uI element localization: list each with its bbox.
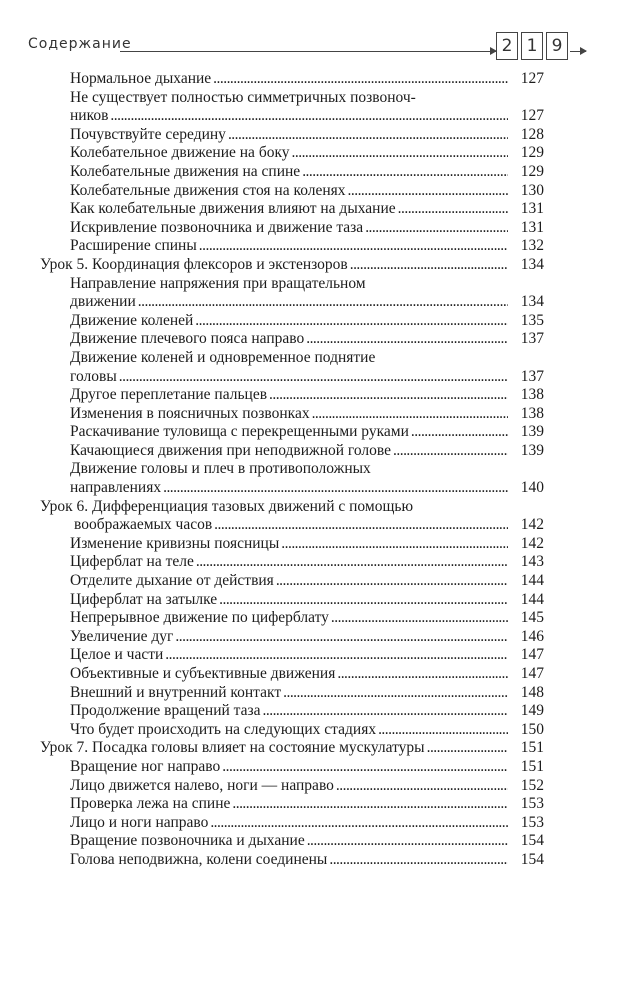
toc-entry-title: Изменение кривизны поясницы	[70, 534, 280, 552]
toc-page-number: 154	[520, 850, 544, 868]
dot-leader	[306, 330, 508, 349]
dot-leader	[199, 237, 508, 256]
toc-page-number: 137	[520, 330, 544, 348]
dot-leader	[269, 386, 508, 405]
toc-entry	[40, 609, 544, 628]
toc-page-number: 138	[520, 404, 544, 422]
toc-entry-title: Лицо и ноги направо	[70, 813, 209, 831]
toc-entry	[40, 814, 544, 833]
toc-page-number: 148	[520, 683, 544, 701]
toc-entry-title: Отделите дыхание от действия	[70, 572, 274, 590]
toc-entry	[40, 182, 544, 201]
dot-leader	[365, 219, 508, 238]
toc-page-number: 149	[520, 702, 544, 720]
toc-entry	[40, 312, 544, 331]
toc-page-number: 143	[520, 553, 544, 571]
toc-entry	[40, 646, 544, 665]
toc-entry-title: Расширение спины	[70, 237, 197, 255]
toc-page-number: 140	[520, 479, 544, 497]
toc-page-number: 145	[520, 609, 544, 627]
toc-page-number: 128	[520, 125, 544, 143]
dot-leader	[411, 423, 508, 442]
toc-page-number: 142	[520, 534, 544, 552]
toc-entry-title: головы	[70, 367, 117, 385]
toc-entry	[40, 89, 544, 126]
toc-page-number: 134	[520, 293, 544, 311]
toc-entry	[40, 349, 544, 386]
toc-page-number: 151	[520, 739, 544, 757]
dot-leader	[348, 182, 508, 201]
dot-leader	[165, 646, 508, 665]
page-digit: 1	[521, 32, 543, 60]
toc-page-number: 147	[520, 646, 544, 664]
toc-entry	[40, 572, 544, 591]
toc-chapter	[40, 256, 544, 275]
toc-entry-title: движении	[70, 293, 136, 311]
toc-entry-title: Качающиеся движения при неподвижной голове	[70, 441, 392, 459]
toc-entry	[40, 330, 544, 349]
toc-chapter	[40, 739, 544, 758]
page-digit: 9	[546, 32, 568, 60]
toc-entry	[40, 702, 544, 721]
toc-entry-title: Раскачивание туловища с перекрещенными руками	[70, 423, 409, 441]
toc-entry	[40, 758, 544, 777]
toc-entry-title: Что будет происходить на следующих стадиях	[70, 720, 377, 738]
running-header	[28, 30, 586, 66]
toc-page-number: 146	[520, 627, 544, 645]
toc-entry	[40, 684, 544, 703]
toc-page-number: 134	[520, 255, 544, 273]
dot-leader	[138, 293, 508, 312]
toc-entry-title: Изменения в поясничных позвонках	[70, 404, 310, 422]
toc-entry	[40, 423, 544, 442]
toc-entry	[40, 70, 544, 89]
toc-entry-title: Проверка лежа на спине	[70, 795, 231, 813]
dot-leader	[219, 591, 508, 610]
toc-entry	[40, 460, 544, 497]
toc-entry-title: Внешний и внутренний контакт	[70, 683, 282, 701]
toc-entry-title: Колебательное движение на боку	[70, 144, 290, 162]
toc-entry	[40, 237, 544, 256]
toc-entry	[40, 795, 544, 814]
toc-chapter	[40, 498, 544, 535]
toc-page-number: 150	[520, 720, 544, 738]
toc-entry	[40, 777, 544, 796]
toc-entry-title: Как колебательные движения влияют на дыхание	[70, 200, 396, 218]
toc-entry-title: Движение коленей	[70, 311, 194, 329]
toc-page-number: 144	[520, 572, 544, 590]
dot-leader	[228, 126, 508, 145]
toc-page-number: 144	[520, 590, 544, 608]
toc-entry-title: направлениях	[70, 479, 162, 497]
dot-leader	[214, 516, 508, 535]
toc-entry-title: Лицо движется налево, ноги — направо	[70, 776, 334, 794]
toc-page-number: 131	[520, 200, 544, 218]
toc-entry-title: Объективные и субъективные движения	[70, 665, 336, 682]
toc-entry-title: Урок 7. Посадка головы влияет на состояние мускулатуры	[40, 739, 425, 757]
toc-entry	[40, 219, 544, 238]
toc-entry-title: Продолжение вращений таза	[70, 702, 261, 720]
toc-entry-title: воображаемых часов	[74, 516, 213, 534]
toc-entry-title: ников	[70, 107, 109, 125]
toc-entry-title: Циферблат на теле	[70, 553, 194, 571]
toc-entry-title: Почувствуйте середину	[70, 125, 226, 143]
toc-entry	[40, 591, 544, 610]
toc-page-number: 129	[520, 144, 544, 162]
toc-entry-title: Колебательные движения стоя на коленях	[70, 181, 346, 199]
header-tail-arrow	[570, 51, 586, 52]
dot-leader	[336, 777, 508, 796]
toc-entry-title: Колебательные движения на спине	[70, 162, 301, 180]
toc-entry-title: Другое переплетание пальцев	[70, 386, 268, 404]
toc-entry-title: Нормальное дыхание	[70, 70, 212, 87]
toc-entry	[40, 665, 544, 684]
toc-page-number: 154	[520, 832, 544, 850]
toc-page-number: 131	[520, 218, 544, 236]
dot-leader	[222, 758, 508, 777]
dot-leader	[281, 535, 508, 554]
toc-page-number: 139	[520, 441, 544, 459]
dot-leader	[163, 479, 508, 498]
toc-entry-title: Не существует полностью симметричных позвоноч-	[70, 88, 416, 106]
page-digit: 2	[496, 32, 518, 60]
dot-leader	[276, 572, 508, 591]
toc-page-number: 130	[520, 181, 544, 199]
dot-leader	[110, 107, 508, 126]
toc-page-number: 153	[520, 795, 544, 813]
toc-page-number: 127	[520, 107, 544, 125]
toc-page-number: 139	[520, 423, 544, 441]
toc-page-number: 127	[520, 70, 544, 87]
dot-leader	[378, 721, 508, 740]
toc-page-number: 129	[520, 162, 544, 180]
dot-leader	[196, 553, 508, 572]
dot-leader	[331, 609, 508, 628]
dot-leader	[210, 814, 508, 833]
toc-page-number: 142	[520, 516, 544, 534]
toc-page-number: 132	[520, 237, 544, 255]
toc-entry-title: Искривление позвоночника и движение таза	[70, 218, 364, 236]
toc-entry	[40, 275, 544, 312]
dot-leader	[393, 442, 508, 461]
dot-leader	[232, 795, 508, 814]
toc-entry-title: Вращение позвоночника и дыхание	[70, 832, 305, 850]
dot-leader	[263, 702, 508, 721]
toc-page-number: 152	[520, 776, 544, 794]
toc-entry	[40, 851, 544, 870]
toc-entry	[40, 721, 544, 740]
toc-entry-title: Циферблат на затылке	[70, 590, 218, 608]
dot-leader	[213, 70, 508, 89]
toc-entry	[40, 163, 544, 182]
table-of-contents	[40, 70, 544, 870]
toc-page-number: 153	[520, 813, 544, 831]
dot-leader	[302, 163, 508, 182]
dot-leader	[195, 312, 508, 331]
toc-entry-title: Увеличение дуг	[70, 627, 174, 645]
toc-entry	[40, 535, 544, 554]
toc-entry-title: Движение головы и плеч в противоположных	[70, 460, 371, 478]
toc-entry-title: Вращение ног направо	[70, 757, 221, 775]
toc-page-number: 138	[520, 386, 544, 404]
toc-entry	[40, 405, 544, 424]
toc-page-number: 151	[520, 757, 544, 775]
toc-entry	[40, 126, 544, 145]
dot-leader	[312, 405, 508, 424]
dot-leader	[292, 144, 508, 163]
page-number-boxes	[496, 32, 568, 60]
toc-entry-title: Направление напряжения при вращательном	[70, 274, 366, 292]
section-title: Содержание	[28, 36, 132, 52]
toc-entry-title: Голова неподвижна, колени соединены	[70, 850, 328, 868]
toc-page-number: 135	[520, 311, 544, 329]
toc-entry-title: Урок 6. Дифференциация тазовых движений с помощью	[40, 497, 414, 515]
toc-entry-title: Целое и части	[70, 646, 164, 664]
toc-entry	[40, 200, 544, 219]
toc-entry	[40, 832, 544, 851]
toc-entry	[40, 386, 544, 405]
toc-page-number: 147	[520, 665, 544, 682]
dot-leader	[337, 665, 508, 684]
toc-entry-title: Движение плечевого пояса направо	[70, 330, 305, 348]
toc-page-number: 137	[520, 367, 544, 385]
header-arrow-line	[120, 51, 496, 52]
toc-entry	[40, 144, 544, 163]
dot-leader	[307, 832, 508, 851]
toc-entry	[40, 442, 544, 461]
toc-entry	[40, 553, 544, 572]
dot-leader	[350, 256, 508, 275]
dot-leader	[283, 684, 508, 703]
toc-entry-title: Непрерывное движение по циферблату	[70, 609, 329, 627]
toc-entry	[40, 628, 544, 647]
toc-entry-title: Урок 5. Координация флексоров и экстензоров	[40, 255, 348, 273]
dot-leader	[119, 368, 508, 387]
dot-leader	[398, 200, 508, 219]
toc-entry-title: Движение коленей и одновременное поднятие	[70, 348, 376, 366]
dot-leader	[329, 851, 508, 870]
dot-leader	[427, 739, 508, 758]
dot-leader	[175, 628, 508, 647]
